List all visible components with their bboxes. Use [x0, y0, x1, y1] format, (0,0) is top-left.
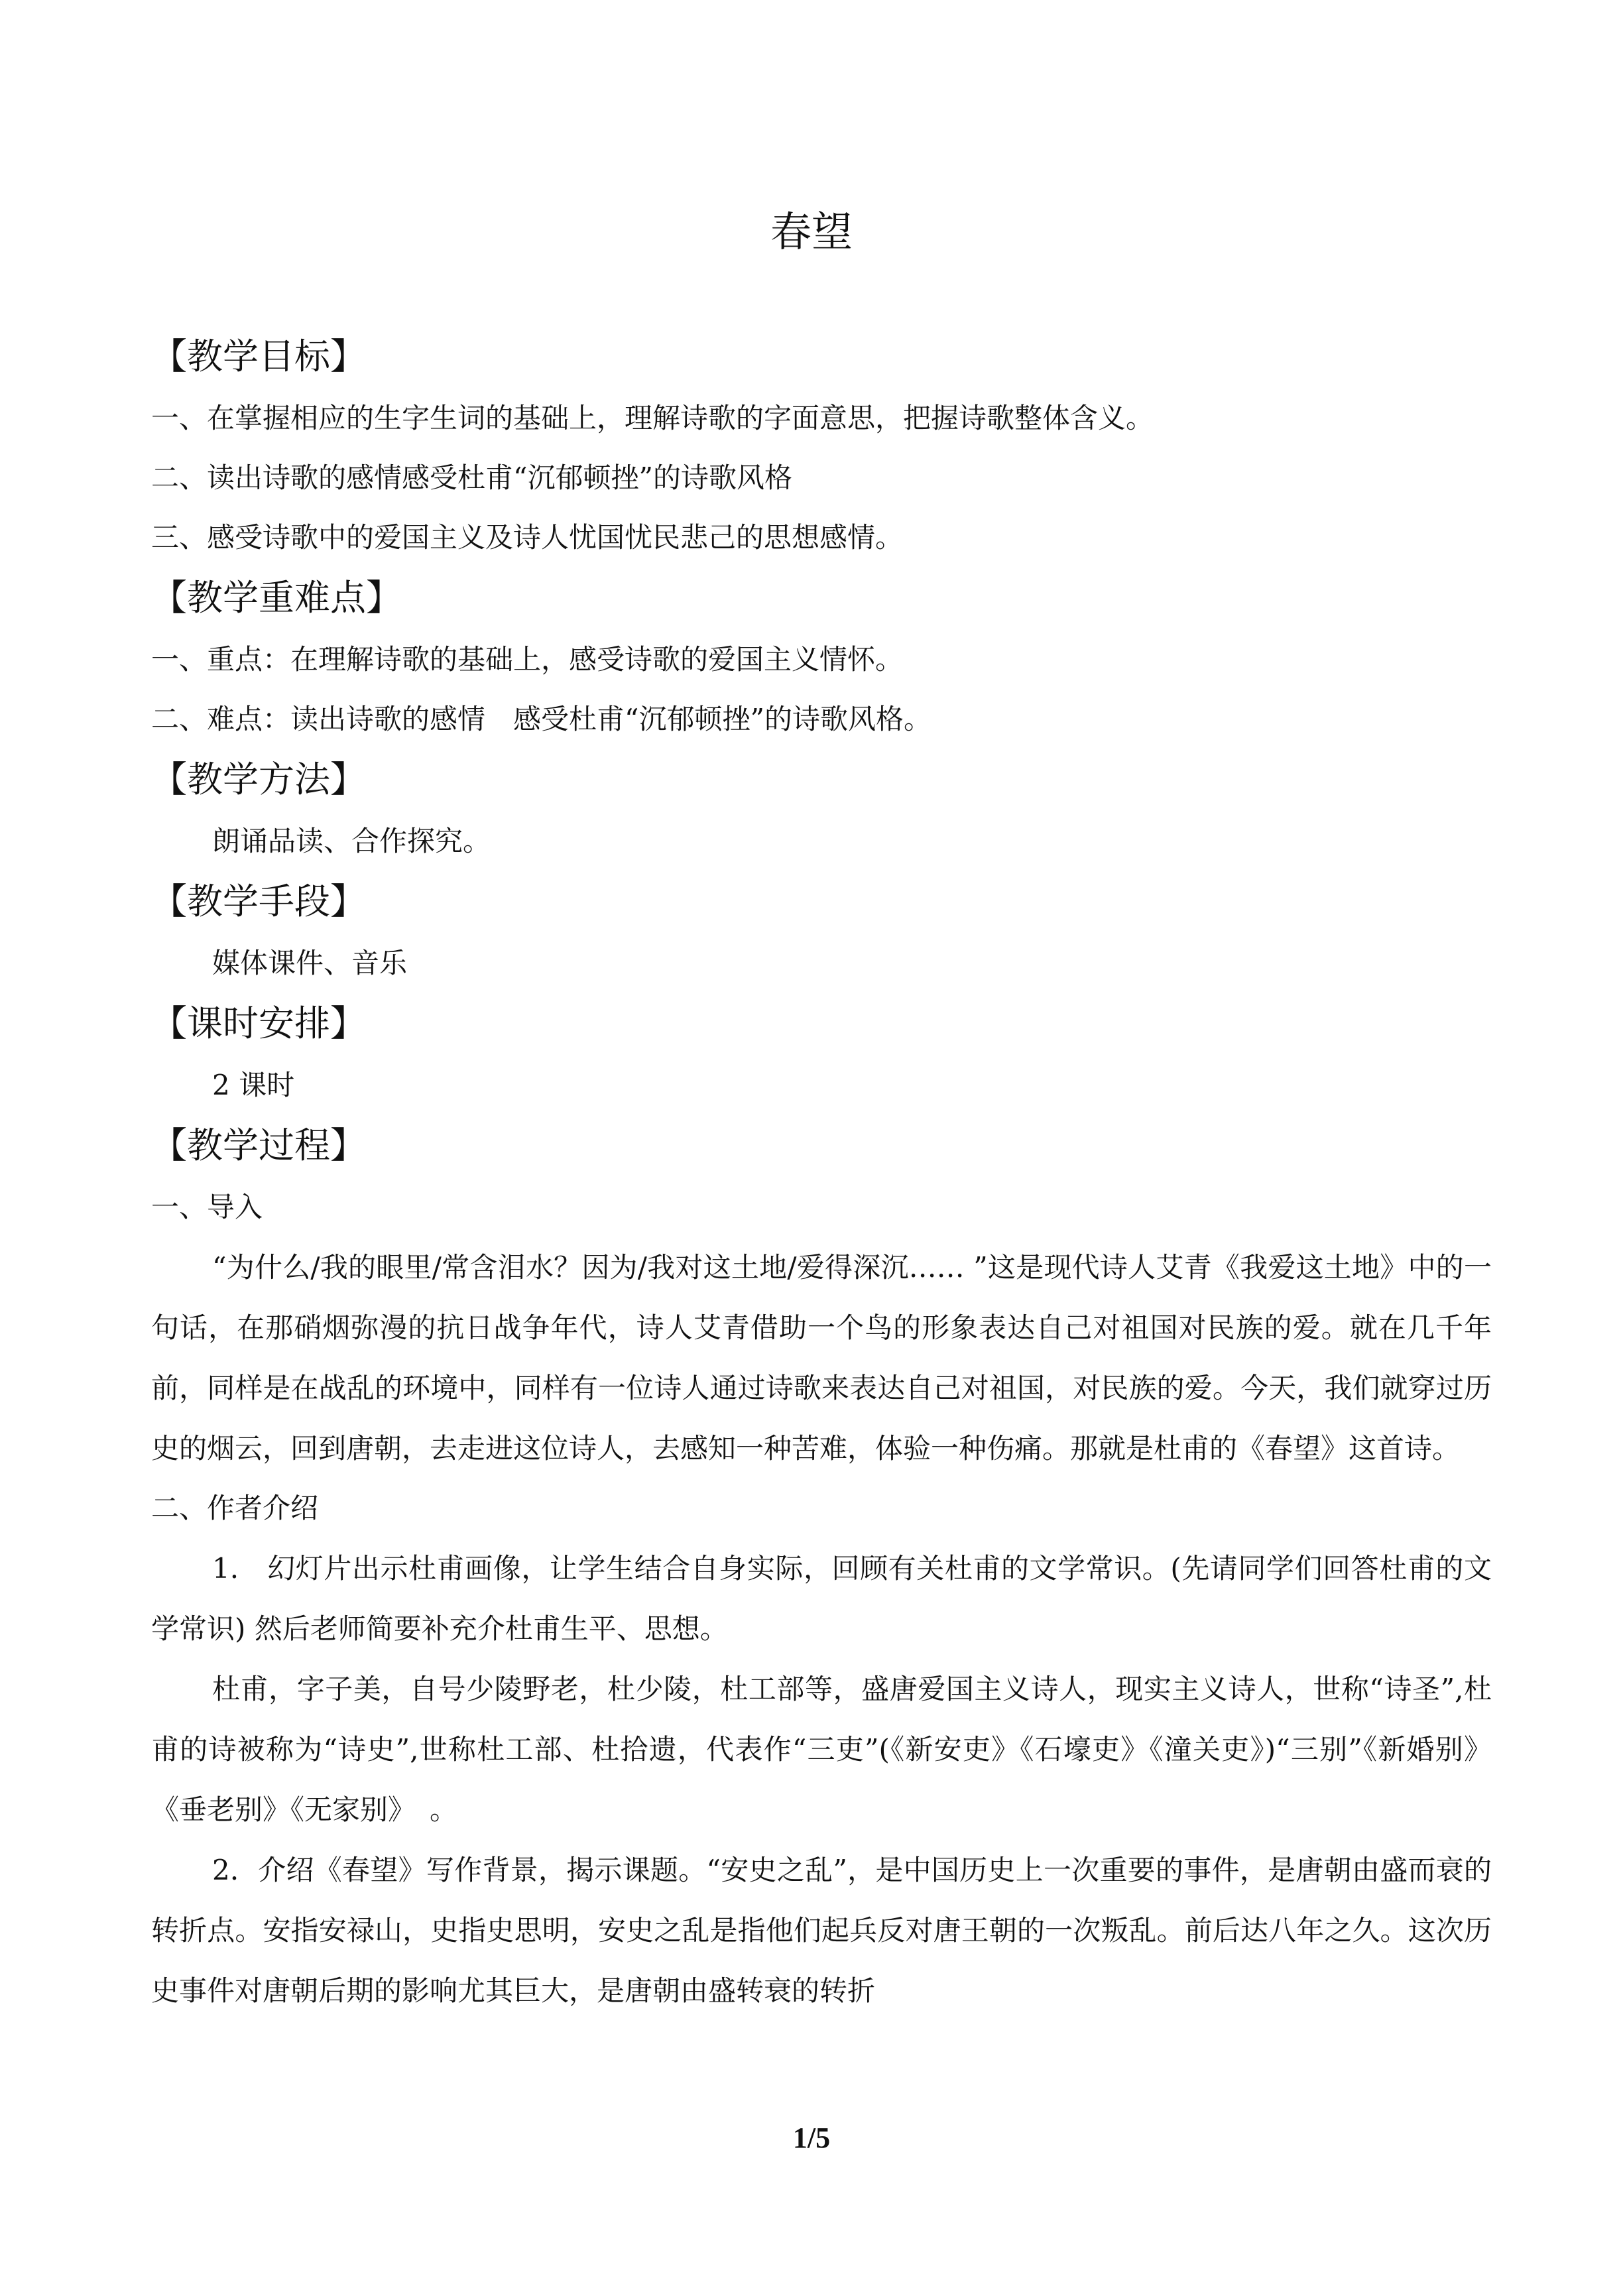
goal-item: 一、在掌握相应的生字生词的基础上，理解诗歌的字面意思，把握诗歌整体含义。: [151, 402, 1154, 434]
schedule-text: 2 课时: [212, 1069, 295, 1101]
key-point-item: 一、重点：在理解诗歌的基础上，感受诗歌的爱国主义情怀。: [151, 643, 904, 676]
key-point-item: 二、难点：读出诗歌的感情 感受杜甫“沉郁顿挫”的诗歌风格。: [151, 703, 932, 735]
section-heading-means: 【教学手段】: [151, 880, 366, 922]
means-text: 媒体课件、音乐: [212, 947, 408, 979]
section-heading-schedule: 【课时安排】: [151, 1002, 366, 1044]
author-paragraph: 1. 幻灯片出示杜甫画像，让学生结合自身实际，回顾有关杜甫的文学常识。(先请同学们回答杜甫的文学常识) 然后老师简要补充介杜甫生平、思想。: [151, 1552, 1492, 1645]
intro-paragraph: “为什么/我的眼里/常含泪水？因为/我对这土地/爱得深沉…… ”这是现代诗人艾青《我爱这土地》中的一句话，在那硝烟弥漫的抗日战争年代，诗人艾青借助一个鸟的形象表达自己对祖国对民族的爱。就在几千年前，同样是在战乱的环境中，同样有一位诗人通过诗歌来表达自己对祖国，对民族的爱。今天，我们就穿过历史的烟云，回到唐朝，去走进这位诗人，去感知一种苦难，体验一种伤痛。那就是杜甫的《春望》这首诗。: [151, 1251, 1492, 1465]
section-heading-process: 【教学过程】: [151, 1124, 366, 1166]
document-title: 春望: [770, 208, 853, 256]
goal-item: 三、感受诗歌中的爱国主义及诗人忧国忧民悲己的思想感情。: [151, 521, 904, 554]
document-body: [151, 326, 1492, 2021]
subheading-intro: 一、导入: [151, 1191, 263, 1223]
section-heading-method: 【教学方法】: [151, 758, 366, 800]
author-paragraph: 杜甫，字子美，自号少陵野老，杜少陵，杜工部等，盛唐爱国主义诗人，现实主义诗人，世称“诗圣”,杜甫的诗被称为“诗史”,世称杜工部、杜拾遗，代表作“三吏”(《新安吏》《石壕吏》《潼关吏》)“三别”《新婚别》《垂老别》《无家别》 。: [151, 1673, 1492, 1826]
page-number: 1/5: [792, 2122, 831, 2154]
subheading-author: 二、作者介绍: [151, 1492, 319, 1524]
background-paragraph: 2．介绍《春望》写作背景，揭示课题。“安史之乱”，是中国历史上一次重要的事件，是唐朝由盛而衰的转折点。安指安禄山，史指史思明，安史之乱是指他们起兵反对唐王朝的一次叛乱。前后达八年之久。这次历史事件对唐朝后期的影响尤其巨大，是唐朝由盛转衰的转折: [151, 1854, 1492, 2007]
section-heading-goals: 【教学目标】: [151, 335, 366, 377]
goal-item: 二、读出诗歌的感情感受杜甫“沉郁顿挫”的诗歌风格: [151, 461, 792, 494]
method-text: 朗诵品读、合作探究。: [212, 825, 491, 857]
section-heading-key-points: 【教学重难点】: [151, 577, 402, 619]
